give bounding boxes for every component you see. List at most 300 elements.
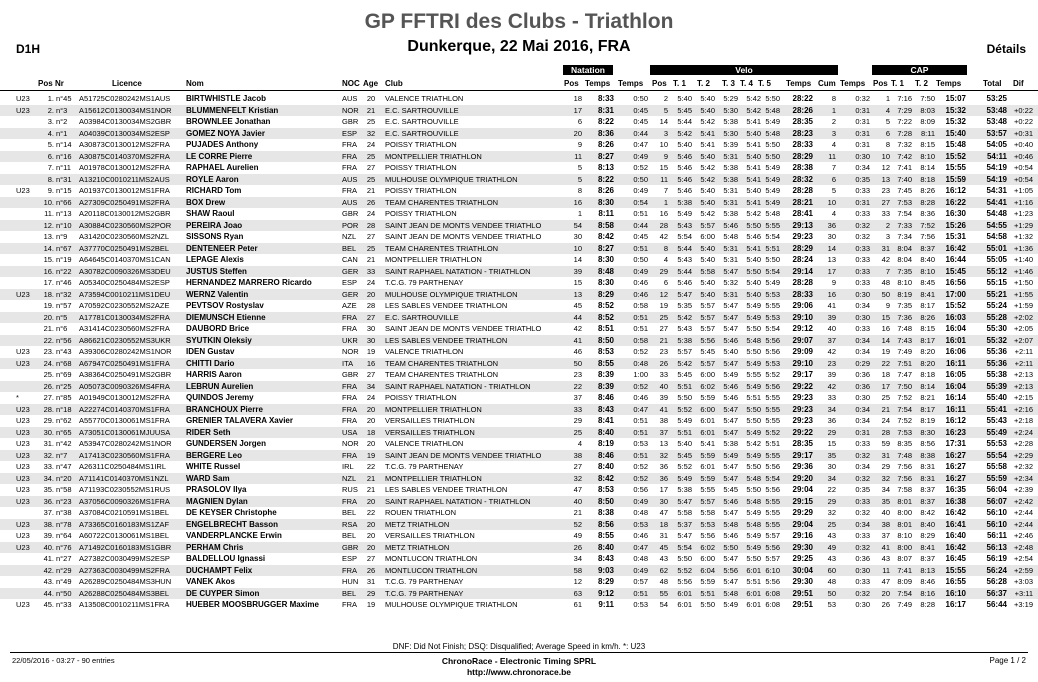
cell-nom: IDEN Gustav xyxy=(186,347,235,356)
cell-tt2: 0:33 xyxy=(855,209,870,218)
cell-c2: 8:26 xyxy=(920,186,935,195)
cell-c1: 8:00 xyxy=(897,508,912,517)
cell-nom: WERNZ Valentin xyxy=(186,289,249,299)
cell-tc: 16:11 xyxy=(945,404,966,414)
cell-dif: +2:11 xyxy=(1014,358,1033,368)
cell-c2: 8:10 xyxy=(920,266,935,276)
cell-pv: 11 xyxy=(660,174,668,184)
cell-pc: 7 xyxy=(885,266,890,276)
table-row xyxy=(0,185,1038,197)
cell-noc: FRA xyxy=(342,393,357,402)
cell-u: U23 xyxy=(16,358,30,368)
cell-club: LES SABLES VENDEE TRIATHLON xyxy=(385,485,508,494)
cell-tv: 29:14 xyxy=(792,266,813,276)
cell-pv: 45 xyxy=(659,542,668,552)
cell-pv: 3 xyxy=(663,128,668,138)
cell-tt2: 0:33 xyxy=(855,324,870,333)
cell-tt2: 0:30 xyxy=(855,289,870,299)
cell-pos: 35. xyxy=(43,485,54,494)
cell-tv: 29:36 xyxy=(792,462,813,471)
cell-c1: 8:10 xyxy=(897,278,912,287)
cell-nr: n°16 xyxy=(56,151,72,161)
footer-divider xyxy=(10,652,1028,653)
cell-v3: 5:38 xyxy=(723,174,738,184)
cell-dif: +2:16 xyxy=(1014,404,1033,414)
cell-v1: 5:50 xyxy=(677,393,692,402)
column-header xyxy=(0,79,1038,91)
cell-v5: 5:52 xyxy=(765,427,780,437)
cell-v2: 5:42 xyxy=(700,117,715,126)
cell-tt1: 0:51 xyxy=(633,588,648,598)
cell-nom: CHITTI Dario xyxy=(186,358,235,368)
cell-club: T.C.G. 79 PARTHENAY xyxy=(385,577,464,586)
cell-cum: 10 xyxy=(827,197,836,207)
cell-nr: n°33 xyxy=(56,600,72,609)
cell-v5: 5:52 xyxy=(765,370,780,379)
cell-tt1: 0:46 xyxy=(633,531,648,540)
cell-tc: 16:04 xyxy=(945,381,966,391)
cell-nr: n°62 xyxy=(56,416,72,425)
cell-dif: +2:07 xyxy=(1014,335,1033,345)
cell-noc: ITA xyxy=(342,358,354,368)
cell-nr: n°50 xyxy=(56,588,72,598)
cell-pc: 59 xyxy=(881,439,890,448)
cell-tc: 16:04 xyxy=(945,324,966,333)
cell-nr: n°78 xyxy=(56,519,72,529)
table-row xyxy=(0,404,1038,416)
cell-c2: 8:28 xyxy=(920,197,935,207)
cell-age: 19 xyxy=(366,450,376,460)
cell-club: VALENCE TRIATHLON xyxy=(385,347,464,356)
cell-tc: 15:48 xyxy=(945,140,966,149)
cell-tv: 28:33 xyxy=(792,289,813,299)
page-number: Page 1 / 2 xyxy=(989,656,1026,665)
cell-tv: 28:33 xyxy=(792,140,813,149)
cell-cum: 49 xyxy=(827,542,836,552)
col-pos-cap: Pos xyxy=(873,79,888,88)
cell-tt1: 0:45 xyxy=(633,105,648,115)
cell-v4: 5:40 xyxy=(746,289,761,299)
cell-age: 26 xyxy=(366,197,376,207)
col-velo-t1: T. 1 xyxy=(673,79,686,88)
cell-c2: 8:14 xyxy=(920,163,935,172)
cell-pos: 4. xyxy=(47,128,54,138)
cell-nom: PERHAM Chris xyxy=(186,542,244,552)
table-row xyxy=(0,530,1038,542)
cell-lic: A05073C0090326MS4FRA xyxy=(79,381,170,391)
cell-v3: 5:47 xyxy=(723,462,738,471)
cell-nr: n°27 xyxy=(56,554,72,563)
cell-pos: 34. xyxy=(43,473,54,483)
section-velo: Velo xyxy=(650,65,838,75)
cell-c2: 8:41 xyxy=(920,542,935,552)
cell-tc: 16:12 xyxy=(945,186,966,195)
cell-c2: 8:11 xyxy=(920,128,935,138)
cell-nr: n°76 xyxy=(56,542,72,552)
cell-tv: 29:15 xyxy=(792,496,813,506)
cell-club: TEAM CHARENTES TRIATHLON xyxy=(385,243,499,253)
cell-age: 29 xyxy=(366,588,376,598)
cell-tot: 55:36 xyxy=(986,358,1007,368)
cell-dif: +2:42 xyxy=(1014,496,1033,506)
cell-tn: 8:43 xyxy=(597,554,614,563)
cell-club: SAINT RAPHAEL NATATION - TRIATHLON xyxy=(385,266,531,276)
cell-pv: 43 xyxy=(659,554,668,563)
cell-tc: 17:00 xyxy=(945,289,966,299)
cell-nom: WHITE Russel xyxy=(186,462,241,471)
table-row xyxy=(0,576,1038,588)
cell-age: 33 xyxy=(366,266,376,276)
cell-pn: 16 xyxy=(573,197,582,207)
cell-dif: +0:40 xyxy=(1014,140,1033,149)
cell-nom: QUINDOS Jeremy xyxy=(186,393,254,402)
table-row xyxy=(0,392,1038,404)
cell-lic: A26288C0250484MS3BEL xyxy=(79,588,170,598)
cell-tt2: 0:31 xyxy=(855,140,870,149)
cell-pos: 11. xyxy=(44,209,54,218)
cell-pv: 62 xyxy=(659,565,668,575)
table-row xyxy=(0,266,1038,278)
table-row xyxy=(0,358,1038,370)
cell-pn: 21 xyxy=(573,508,582,517)
cell-lic: A04039C0130034MS2ESP xyxy=(79,128,170,138)
cell-cum: 36 xyxy=(827,416,836,425)
cell-tc: 16:42 xyxy=(945,542,966,552)
cell-c2: 8:20 xyxy=(920,347,935,356)
cell-tt2: 0:34 xyxy=(855,519,870,529)
cell-v5: 5:54 xyxy=(765,266,780,276)
cell-tc: 16:35 xyxy=(945,485,966,494)
cell-tn: 9:11 xyxy=(598,600,614,609)
cell-pv: 31 xyxy=(659,531,668,540)
cell-dif: +2:13 xyxy=(1014,370,1033,379)
cell-c2: 7:52 xyxy=(920,220,935,230)
cell-c2: 7:56 xyxy=(920,232,935,241)
cell-nom: DE KEYSER Christophe xyxy=(186,508,277,517)
cell-club: VERSAILLES TRIATHLON xyxy=(385,531,475,540)
col-temps-cap: Temps xyxy=(936,79,962,88)
cell-v2: 5:41 xyxy=(700,140,715,149)
cell-pc: 31 xyxy=(881,450,890,460)
cell-tv: 29:09 xyxy=(792,347,813,356)
cell-tt2: 0:36 xyxy=(855,370,870,379)
cell-tt2: 0:36 xyxy=(855,554,870,563)
cell-v5: 6:08 xyxy=(765,588,780,598)
cell-tt1: 0:49 xyxy=(633,151,648,161)
cell-v3: 5:30 xyxy=(723,128,738,138)
cell-age: 20 xyxy=(366,439,376,448)
table-row xyxy=(0,553,1038,565)
cell-pos: 17. xyxy=(43,278,54,287)
cell-club: SAINT RAPHAEL NATATION - TRIATHLON xyxy=(385,496,531,506)
cell-v5: 5:55 xyxy=(765,301,780,310)
cell-dif: +0:54 xyxy=(1014,174,1033,184)
col-nr: Nr xyxy=(55,79,64,88)
cell-lic: A67947C0250491MS1FRA xyxy=(79,358,170,368)
col-dif: Dif xyxy=(1013,79,1024,88)
cell-v2: 5:55 xyxy=(700,485,715,494)
cell-v3: 5:47 xyxy=(723,427,738,437)
cell-v4: 6:01 xyxy=(746,565,761,575)
cell-nom: DIEMUNSCH Etienne xyxy=(186,312,266,322)
cell-noc: NZL xyxy=(342,473,357,483)
cell-v2: 5:56 xyxy=(700,335,715,345)
cell-pn: 52 xyxy=(573,519,582,529)
cell-pv: 26 xyxy=(659,358,668,368)
cell-v1: 5:47 xyxy=(677,289,692,299)
cell-tot: 54:05 xyxy=(986,140,1007,149)
cell-v1: 5:40 xyxy=(677,94,692,103)
cell-pv: 23 xyxy=(659,347,668,356)
cell-cum: 16 xyxy=(827,289,836,299)
cell-club: METZ TRIATHLON xyxy=(385,519,450,529)
footer-url[interactable]: http://www.chronorace.be xyxy=(466,667,572,677)
cell-c1: 8:19 xyxy=(897,289,912,299)
cell-club: TEAM CHARENTES TRIATHLON xyxy=(385,358,499,368)
cell-tc: 15:32 xyxy=(945,117,966,126)
cell-v3: 5:38 xyxy=(723,163,738,172)
cell-tv: 29:16 xyxy=(792,531,813,540)
cell-tv: 28:28 xyxy=(792,278,813,287)
cell-pos: 23. xyxy=(43,347,54,356)
cell-dif: +2:59 xyxy=(1014,565,1033,575)
cell-pos: 18. xyxy=(43,289,54,299)
cell-tc: 16:42 xyxy=(945,508,966,517)
cell-nom: WARD Sam xyxy=(186,473,230,483)
cell-tt2: 0:32 xyxy=(855,473,870,483)
cell-nom: GRENIER TALAVERA Xavier xyxy=(186,416,293,425)
cell-c1: 7:53 xyxy=(897,427,912,437)
table-row xyxy=(0,208,1038,220)
cell-tt2: 0:34 xyxy=(855,347,870,356)
cell-noc: IRL xyxy=(342,462,354,471)
cell-pn: 17 xyxy=(573,105,582,115)
cell-cum: 37 xyxy=(827,335,836,345)
cell-nr: n°13 xyxy=(56,209,72,218)
cell-tn: 8:56 xyxy=(597,519,614,529)
cell-v5: 5:49 xyxy=(765,186,780,195)
cell-age: 28 xyxy=(366,220,376,230)
cell-tc: 16:30 xyxy=(945,209,966,218)
cell-v4: 5:50 xyxy=(746,416,761,425)
cell-tt2: 0:35 xyxy=(855,174,870,184)
cell-v2: 5:51 xyxy=(700,588,715,598)
cell-v4: 5:49 xyxy=(746,531,761,540)
cell-pv: 2 xyxy=(663,94,668,103)
cell-c1: 7:51 xyxy=(897,358,912,368)
cell-lic: A27363C0030499MS2FRA xyxy=(79,565,170,575)
cell-nom: HARRIS Aaron xyxy=(186,370,242,379)
cell-dif: +2:29 xyxy=(1014,450,1033,460)
cell-v1: 5:37 xyxy=(677,519,692,529)
cell-tt1: 0:48 xyxy=(633,508,648,517)
cell-v5: 6:10 xyxy=(765,565,780,575)
cell-age: 21 xyxy=(366,186,376,195)
cell-nom: BLUMMENFELT Kristian xyxy=(186,105,279,115)
cell-pv: 7 xyxy=(663,186,668,195)
results-table xyxy=(0,93,1038,611)
cell-tot: 55:54 xyxy=(986,450,1007,460)
cell-pv: 38 xyxy=(659,416,668,425)
cell-tv: 29:22 xyxy=(792,381,813,391)
cell-noc: USA xyxy=(342,427,358,437)
cell-tot: 55:30 xyxy=(986,324,1007,333)
col-cap-t1: T. 1 xyxy=(891,79,904,88)
cell-v1: 6:01 xyxy=(677,588,692,598)
cell-u: U23 xyxy=(16,94,30,103)
table-row xyxy=(0,105,1038,117)
cell-tc: 15:59 xyxy=(945,174,966,184)
cell-nr: n°65 xyxy=(56,427,72,437)
cell-cum: 5 xyxy=(831,186,836,195)
cell-v2: 5:42 xyxy=(700,163,715,172)
cell-v3: 5:56 xyxy=(723,565,738,575)
cell-v3: 5:31 xyxy=(723,186,738,195)
cell-pn: 10 xyxy=(573,243,582,253)
cell-pn: 41 xyxy=(573,335,582,345)
cell-nom: PRASOLOV Ilya xyxy=(186,485,247,494)
cell-tn: 8:27 xyxy=(597,243,614,253)
cell-v2: 6:01 xyxy=(700,462,715,471)
cell-pos: 21. xyxy=(43,324,54,333)
cell-v2: 6:00 xyxy=(700,554,715,563)
cell-tn: 8:38 xyxy=(597,508,614,517)
cell-c1: 7:54 xyxy=(897,404,912,414)
cell-nr: n°6 xyxy=(56,324,68,333)
cell-v5: 5:54 xyxy=(765,232,780,241)
cell-v3: 5:46 xyxy=(723,381,738,391)
cell-pv: 32 xyxy=(659,450,668,460)
cell-noc: UKR xyxy=(342,335,358,345)
cell-noc: GBR xyxy=(342,370,359,379)
cell-tn: 8:27 xyxy=(597,151,614,161)
cell-tn: 8:33 xyxy=(597,94,614,103)
cell-dif: +2:44 xyxy=(1014,508,1033,517)
col-velo-t2: T. 2 xyxy=(697,79,710,88)
cell-pos: 45. xyxy=(43,600,54,609)
cell-pc: 14 xyxy=(881,335,890,345)
cell-v4: 5:41 xyxy=(746,163,761,172)
cell-pc: 5 xyxy=(885,117,890,126)
cell-c1: 7:35 xyxy=(897,266,912,276)
cell-tt1: 0:53 xyxy=(633,439,648,448)
cell-c2: 8:30 xyxy=(920,427,935,437)
cell-pc: 22 xyxy=(881,358,890,368)
cell-v1: 5:43 xyxy=(677,255,692,264)
cell-v5: 5:55 xyxy=(765,404,780,414)
cell-nom: ROYLE Aaron xyxy=(186,174,239,184)
cell-noc: POR xyxy=(342,220,359,230)
cell-c2: 8:42 xyxy=(920,508,935,517)
cell-pc: 17 xyxy=(881,381,890,391)
cell-pc: 13 xyxy=(881,174,890,184)
cell-nr: n°57 xyxy=(56,301,72,310)
cell-tv: 29:23 xyxy=(792,232,813,241)
cell-age: 22 xyxy=(366,508,376,517)
table-row xyxy=(0,450,1038,462)
cell-v3: 5:46 xyxy=(723,393,738,402)
cell-lic: A37770C0250491MS2BEL xyxy=(79,243,170,253)
cell-v3: 5:38 xyxy=(723,117,738,126)
cell-club: VERSAILLES TRIATHLON xyxy=(385,416,475,425)
cell-tc: 16:27 xyxy=(945,462,966,471)
cell-nr: n°22 xyxy=(56,266,72,276)
col-velo-t4: T. 4 xyxy=(740,79,753,88)
cell-pv: 55 xyxy=(659,588,668,598)
cell-cum: 29 xyxy=(827,427,836,437)
cell-tt2: 0:29 xyxy=(855,358,870,368)
cell-noc: FRA xyxy=(342,163,357,172)
cell-v1: 5:46 xyxy=(677,278,692,287)
cell-v5: 5:51 xyxy=(765,243,780,253)
cell-club: SAINT JEAN DE MONTS VENDEE TRIATHLO xyxy=(385,324,542,333)
cell-dif: +1:32 xyxy=(1014,232,1033,241)
cell-c1: 7:45 xyxy=(897,186,912,195)
cell-pc: 21 xyxy=(881,404,890,414)
cell-v1: 5:46 xyxy=(677,186,692,195)
cell-pos: 16. xyxy=(43,266,54,276)
cell-nom: SYUTKIN Oleksiy xyxy=(186,335,252,345)
cell-tn: 8:29 xyxy=(597,577,614,586)
table-row xyxy=(0,289,1038,301)
cell-pv: 17 xyxy=(659,485,668,494)
cell-tv: 28:29 xyxy=(792,243,813,253)
cell-club: SAINT JEAN DE MONTS VENDEE TRIATHLO xyxy=(385,220,542,230)
cell-lic: A13508C0010211MS1FRA xyxy=(79,600,170,609)
cell-v4: 5:40 xyxy=(746,255,761,264)
cell-noc: GBR xyxy=(342,117,359,126)
cell-tt2: 0:32 xyxy=(855,220,870,230)
cell-nr: n°19 xyxy=(56,255,72,264)
cell-v1: 5:46 xyxy=(677,151,692,161)
cell-v5: 5:49 xyxy=(765,163,780,172)
cell-nr: n°66 xyxy=(56,197,72,207)
cell-cum: 32 xyxy=(827,508,836,517)
cell-c2: 8:09 xyxy=(920,117,935,126)
cell-dif: +1:23 xyxy=(1014,209,1033,218)
cell-pn: 61 xyxy=(573,600,582,609)
cell-c2: 8:41 xyxy=(920,289,935,299)
cell-v4: 5:41 xyxy=(746,197,761,207)
cell-v5: 5:50 xyxy=(765,151,780,161)
cell-pc: 29 xyxy=(881,462,890,471)
cell-tt1: 0:50 xyxy=(633,255,648,264)
cell-tt2: 0:31 xyxy=(855,105,870,115)
cell-noc: FRA xyxy=(342,151,357,161)
cell-nr: n°5 xyxy=(56,312,68,322)
cell-age: 30 xyxy=(366,335,376,345)
cell-noc: AUS xyxy=(342,174,358,184)
col-age: Age xyxy=(363,79,379,88)
cell-tt1: 0:46 xyxy=(633,278,648,287)
cell-noc: NOR xyxy=(342,105,359,115)
cell-u: U23 xyxy=(16,427,30,437)
cell-c1: 7:29 xyxy=(897,105,912,115)
footer-company: ChronoRace - Electronic Timing SPRL xyxy=(441,656,597,666)
cell-v2: 5:59 xyxy=(700,473,715,483)
cell-tt1: 0:51 xyxy=(633,324,648,333)
cell-pc: 33 xyxy=(881,209,890,218)
cell-tv: 29:23 xyxy=(792,404,813,414)
cell-club: ROUEN TRIATHLON xyxy=(385,508,456,517)
cell-cum: 2 xyxy=(831,117,836,126)
cell-tot: 54:48 xyxy=(986,209,1007,218)
cell-v3: 5:47 xyxy=(723,416,738,425)
col-temps-velo: Temps xyxy=(786,79,812,88)
cell-nr: n°58 xyxy=(56,485,72,494)
cell-u: U23 xyxy=(16,416,30,425)
legend-text: DNF: Did Not Finish; DSQ: Disqualified; Average Speed in km/h. *: U23 xyxy=(392,642,646,651)
